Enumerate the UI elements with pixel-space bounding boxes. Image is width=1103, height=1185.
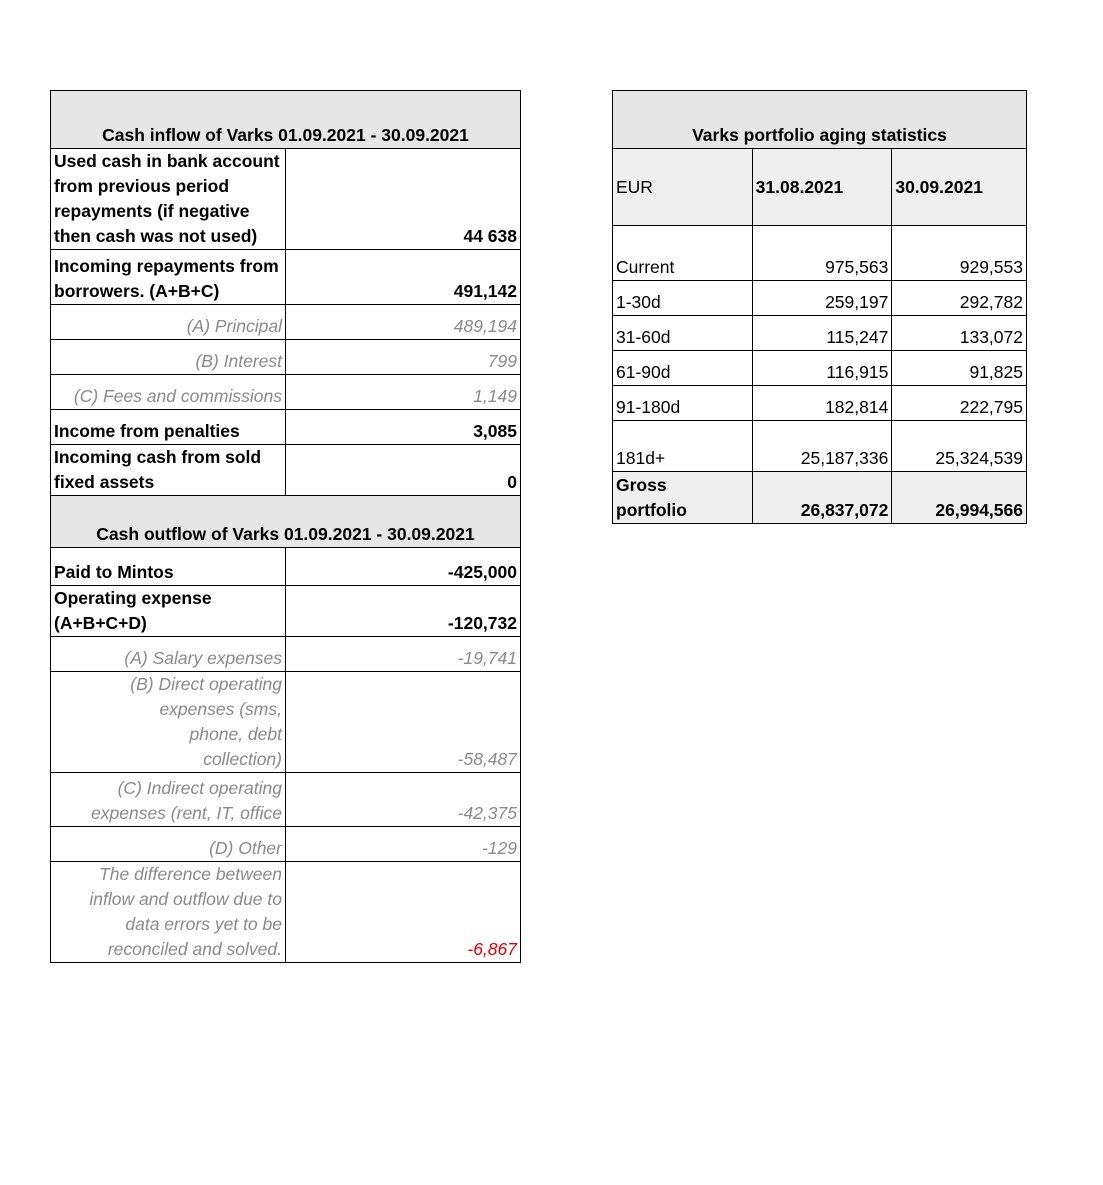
aging-value-aug: 25,187,336 xyxy=(752,421,892,472)
aging-value-aug: 115,247 xyxy=(752,316,892,351)
outflow-label-indirect: (C) Indirect operating expenses (rent, IT, office xyxy=(51,773,286,827)
inflow-label-penalties: Income from penalties xyxy=(51,410,286,445)
cash-flow-table xyxy=(50,90,521,963)
inflow-value-principal: 489,194 xyxy=(286,305,521,340)
aging-value-sep: 25,324,539 xyxy=(892,421,1027,472)
aging-value-sep: 292,782 xyxy=(892,281,1027,316)
aging-col-currency: EUR xyxy=(613,149,753,226)
outflow-value-operating: -120,732 xyxy=(286,586,521,637)
aging-bucket-label: 91-180d xyxy=(613,386,753,421)
outflow-value-mintos: -425,000 xyxy=(286,548,521,586)
aging-value-sep: 91,825 xyxy=(892,351,1027,386)
aging-value-sep: 222,795 xyxy=(892,386,1027,421)
inflow-value-penalties: 3,085 xyxy=(286,410,521,445)
outflow-label-operating: Operating expense (A+B+C+D) xyxy=(51,586,286,637)
aging-bucket-label: 31-60d xyxy=(613,316,753,351)
aging-value-aug: 975,563 xyxy=(752,226,892,281)
outflow-value-other: -129 xyxy=(286,827,521,862)
aging-bucket-label: 61-90d xyxy=(613,351,753,386)
aging-value-aug: 259,197 xyxy=(752,281,892,316)
inflow-label-fees: (C) Fees and commissions xyxy=(51,375,286,410)
inflow-value-repayments: 491,142 xyxy=(286,250,521,305)
outflow-title: Cash outflow of Varks 01.09.2021 - 30.09.2021 xyxy=(51,496,521,548)
outflow-value-indirect: -42,375 xyxy=(286,773,521,827)
aging-col-date1: 31.08.2021 xyxy=(752,149,892,226)
inflow-value-used-cash: 44 638 xyxy=(286,149,521,250)
inflow-label-fixed-assets: Incoming cash from sold fixed assets xyxy=(51,445,286,496)
aging-value-aug: 182,814 xyxy=(752,386,892,421)
inflow-label-repayments: Incoming repayments from borrowers. (A+B+C) xyxy=(51,250,286,305)
aging-bucket-label: 181d+ xyxy=(613,421,753,472)
outflow-label-direct: (B) Direct operating expenses (sms, phone, debt collection) xyxy=(51,672,286,773)
inflow-value-fixed-assets: 0 xyxy=(286,445,521,496)
inflow-value-interest: 799 xyxy=(286,340,521,375)
inflow-label-principal: (A) Principal xyxy=(51,305,286,340)
outflow-value-salary: -19,741 xyxy=(286,637,521,672)
aging-total-aug: 26,837,072 xyxy=(752,472,892,524)
aging-table xyxy=(612,90,1027,524)
outflow-label-mintos: Paid to Mintos xyxy=(51,548,286,586)
outflow-label-salary: (A) Salary expenses xyxy=(51,637,286,672)
aging-bucket-label: 1-30d xyxy=(613,281,753,316)
aging-value-sep: 133,072 xyxy=(892,316,1027,351)
aging-title: Varks portfolio aging statistics xyxy=(613,91,1027,149)
inflow-label-used-cash: Used cash in bank account from previous period repayments (if negative then cash was not used) xyxy=(51,149,286,250)
aging-bucket-label: Current xyxy=(613,226,753,281)
outflow-label-other: (D) Other xyxy=(51,827,286,862)
inflow-title: Cash inflow of Varks 01.09.2021 - 30.09.2021 xyxy=(51,91,521,149)
aging-value-aug: 116,915 xyxy=(752,351,892,386)
inflow-value-fees: 1,149 xyxy=(286,375,521,410)
outflow-label-difference: The difference between inflow and outflow due to data errors yet to be reconciled and solved. xyxy=(51,862,286,963)
aging-col-date2: 30.09.2021 xyxy=(892,149,1027,226)
aging-total-sep: 26,994,566 xyxy=(892,472,1027,524)
outflow-value-direct: -58,487 xyxy=(286,672,521,773)
inflow-label-interest: (B) Interest xyxy=(51,340,286,375)
aging-value-sep: 929,553 xyxy=(892,226,1027,281)
aging-total-label: Gross portfolio xyxy=(613,472,753,524)
outflow-value-difference: -6,867 xyxy=(286,862,521,963)
